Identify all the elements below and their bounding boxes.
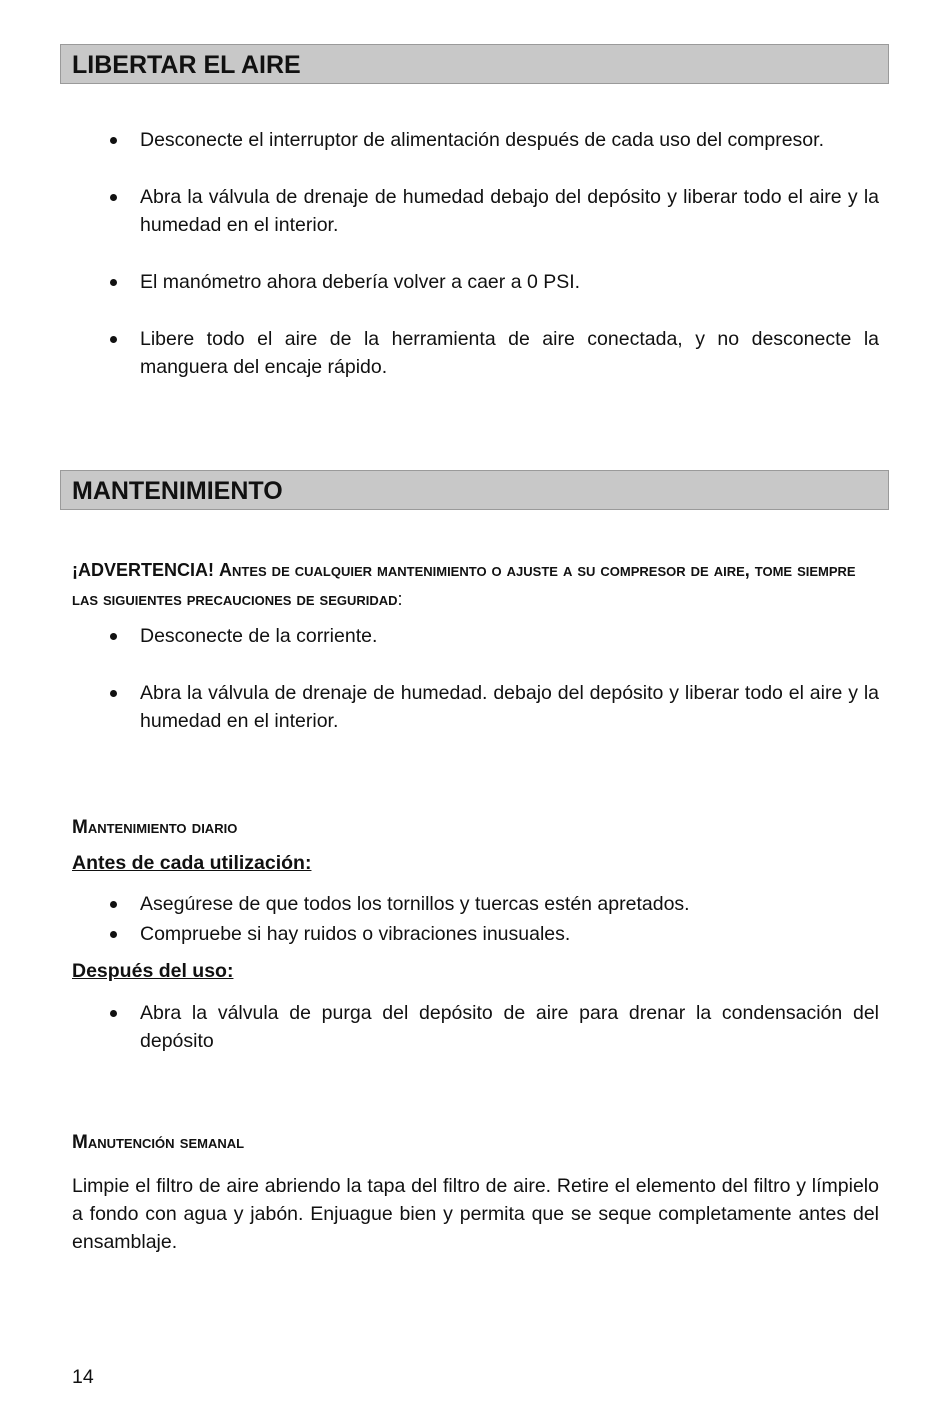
list-item: Desconecte de la corriente. bbox=[72, 622, 879, 650]
daily-maintenance-heading: Mantenimiento diario bbox=[72, 817, 238, 838]
warning-notice bbox=[72, 556, 879, 614]
warning-colon: : bbox=[397, 589, 403, 609]
after-use-list bbox=[72, 999, 879, 1057]
after-use-label: Después del uso: bbox=[72, 960, 234, 982]
section-title-maintenance: MANTENIMIENTO bbox=[60, 470, 889, 510]
warning-label: ¡ADVERTENCIA! bbox=[72, 560, 214, 580]
weekly-maintenance-heading: Manutención semanal bbox=[72, 1132, 245, 1153]
list-item: Desconecte el interruptor de alimentación después de cada uso del compresor. bbox=[72, 126, 879, 154]
page-number: 14 bbox=[72, 1366, 94, 1388]
list-item: Asegúrese de que todos los tornillos y tuercas estén apretados. bbox=[72, 890, 879, 918]
release-air-list bbox=[72, 126, 879, 410]
list-item: Abra la válvula de purga del depósito de aire para drenar la condensación del depósito bbox=[72, 999, 879, 1055]
maintenance-list bbox=[72, 622, 879, 764]
list-item: El manómetro ahora debería volver a caer a 0 PSI. bbox=[72, 268, 879, 296]
list-item: Libere todo el aire de la herramienta de aire conectada, y no desconecte la manguera del encaje rápido. bbox=[72, 325, 879, 381]
list-item: Abra la válvula de drenaje de humedad debajo del depósito y liberar todo el aire y la humedad en el interior. bbox=[72, 183, 879, 239]
list-item: Compruebe si hay ruidos o vibraciones inusuales. bbox=[72, 920, 879, 948]
warning-text: Antes de cualquier mantenimiento o ajuste a su compresor de aire, tome siempre las siguientes precauciones de seguridad bbox=[72, 560, 856, 609]
section-title-release-air: LIBERTAR EL AIRE bbox=[60, 44, 889, 84]
before-use-label: Antes de cada utilización: bbox=[72, 852, 312, 874]
list-item: Abra la válvula de drenaje de humedad. debajo del depósito y liberar todo el aire y la humedad en el interior. bbox=[72, 679, 879, 735]
before-use-list bbox=[72, 890, 879, 950]
weekly-maintenance-text: Limpie el filtro de aire abriendo la tapa del filtro de aire. Retire el elemento del filtro y límpielo a fondo con agua y jabón. Enjuague bien y permita que se seque completamente antes del ensamblaje. bbox=[72, 1175, 879, 1253]
